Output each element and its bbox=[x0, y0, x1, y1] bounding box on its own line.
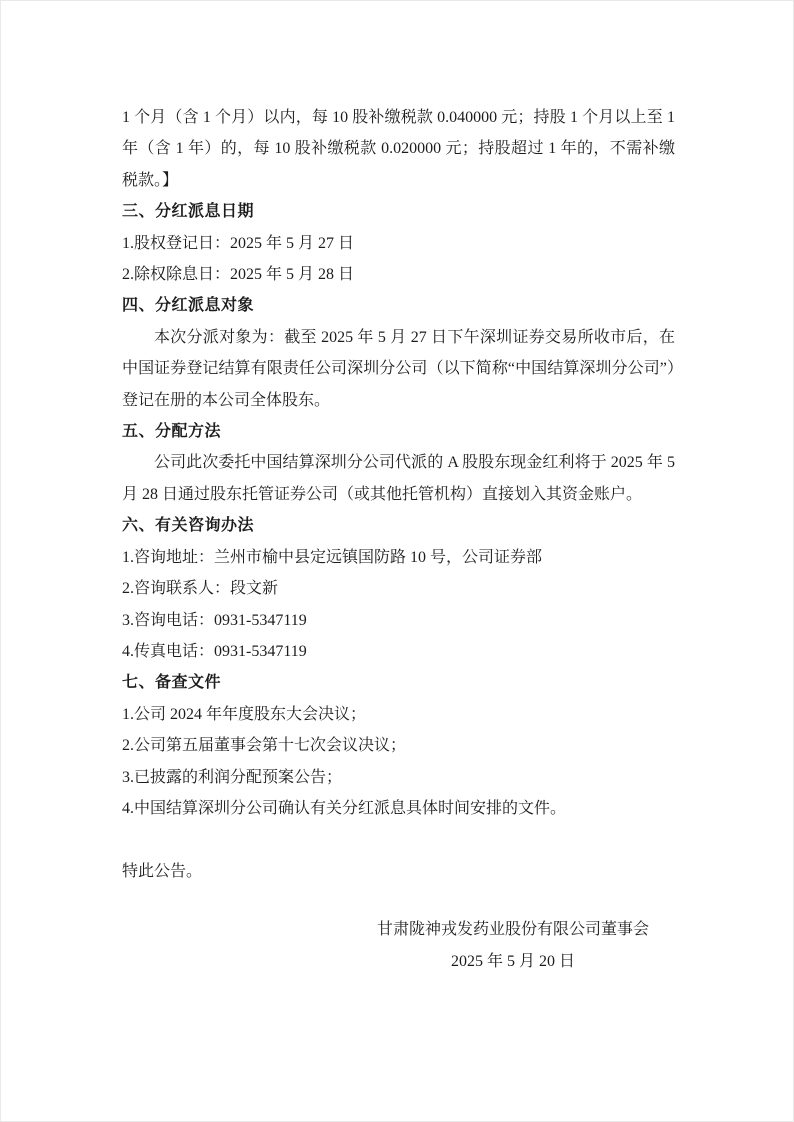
section-heading-reference-documents: 七、备查文件 bbox=[122, 674, 222, 692]
tax-note-continuation-paragraph: 1 个月（含 1 个月）以内，每 10 股补缴税款 0.040000 元；持股 1 个月以上至 1 年（含 1 年）的，每 10 股补缴税款 0.020000 元；持股超过 1 年的，不需补缴税款。】 bbox=[122, 109, 675, 189]
list-item-agm-resolution: 1.公司 2024 年年度股东大会决议； bbox=[122, 705, 367, 723]
list-item-consultation-phone: 3.咨询电话：0931-5347119 bbox=[122, 611, 307, 629]
list-item-csdc-confirmation: 4.中国结算深圳分公司确认有关分红派息具体时间安排的文件。 bbox=[122, 799, 567, 817]
list-item-ex-dividend-date: 2.除权除息日：2025 年 5 月 28 日 bbox=[122, 266, 355, 284]
paragraph-distribution-method: 公司此次委托中国结算深圳分公司代派的 A 股股东现金红利将于 2025 年 5 月 28 日通过股东托管证券公司（或其他托管机构）直接划入其资金账户。 bbox=[122, 454, 675, 503]
section-heading-dividend-recipients: 四、分红派息对象 bbox=[122, 297, 255, 315]
list-item-fax-number: 4.传真电话：0931-5347119 bbox=[122, 642, 307, 660]
closing-statement: 特此公告。 bbox=[122, 862, 203, 880]
list-item-consultation-address: 1.咨询地址：兰州市榆中县定远镇国防路 10 号，公司证券部 bbox=[122, 548, 543, 566]
signature-block bbox=[377, 914, 649, 977]
list-item-record-date: 1.股权登记日：2025 年 5 月 27 日 bbox=[122, 234, 355, 252]
section-heading-consultation-info: 六、有关咨询办法 bbox=[122, 517, 255, 535]
signature-date: 2025 年 5 月 20 日 bbox=[450, 952, 575, 970]
signature-company-name: 甘肃陇神戎发药业股份有限公司董事会 bbox=[376, 921, 649, 939]
paragraph-dividend-recipients: 本次分派对象为：截至 2025 年 5 月 27 日下午深圳证券交易所收市后，在中国证券登记结算有限责任公司深圳分公司（以下简称“中国结算深圳分公司”）登记在册的本公司全体股东。 bbox=[122, 328, 675, 409]
list-item-profit-distribution-plan: 3.已披露的利润分配预案公告； bbox=[122, 768, 343, 786]
list-item-consultation-contact: 2.咨询联系人：段文新 bbox=[122, 580, 279, 598]
list-item-board-resolution: 2.公司第五届董事会第十七次会议决议； bbox=[122, 737, 407, 755]
section-heading-distribution-method: 五、分配方法 bbox=[122, 423, 222, 441]
section-heading-dividend-dates: 三、分红派息日期 bbox=[122, 203, 255, 221]
